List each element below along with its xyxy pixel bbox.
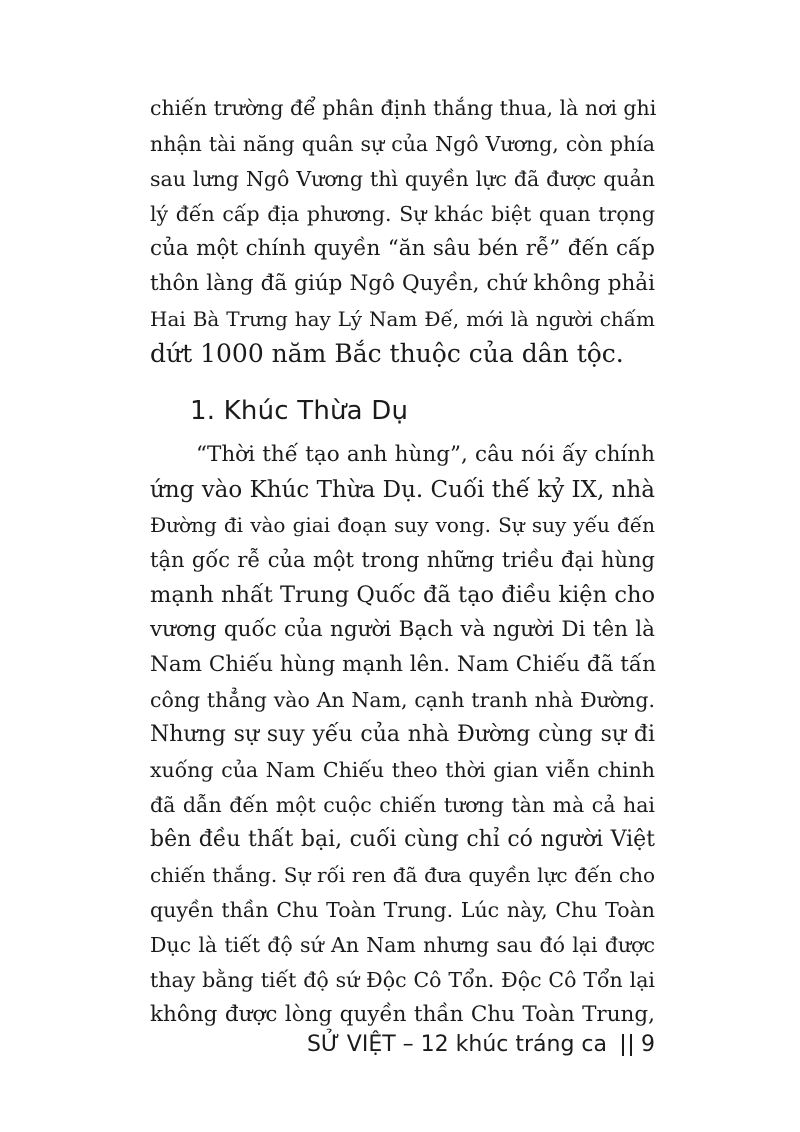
paragraph-line: mạnh nhất Trung Quốc đã tạo điều kiện cho	[150, 582, 655, 608]
paragraph-line: tận gốc rễ của một trong những triều đại hùng	[150, 548, 655, 572]
paragraph-line: đã dẫn đến một cuộc chiến tương tàn mà cả hai	[150, 793, 655, 817]
paragraph-line: Nam Chiếu hùng mạnh lên. Nam Chiếu đã tấn	[150, 652, 656, 677]
paragraph-line: vương quốc của người Bạch và người Di tên là	[150, 617, 655, 642]
footer-separator	[619, 1034, 635, 1056]
paragraph-line: ứng vào Khúc Thừa Dụ. Cuối thế kỷ IX, nhà	[150, 477, 655, 503]
paragraph-line: xuống của Nam Chiếu theo thời gian viễn chinh	[150, 758, 655, 782]
paragraph-line: bên đều thất bại, cuối cùng chỉ có người Việt	[150, 827, 655, 852]
paragraph-line: Hai Bà Trưng hay Lý Nam Đế, mới là người chấm	[150, 307, 655, 331]
paragraph-line: nhận tài năng quân sự của Ngô Vương, còn phía	[150, 132, 655, 156]
paragraph-line: dứt 1000 năm Bắc thuộc của dân tộc.	[150, 339, 624, 368]
paragraph-line: “Thời thế tạo anh hùng”, câu nói ấy chính	[196, 442, 655, 467]
section-heading: 1. Khúc Thừa Dụ	[190, 396, 409, 426]
paragraph-line: không được lòng quyền thần Chu Toàn Trung,	[150, 1002, 655, 1027]
paragraph-line: Dục là tiết độ sứ An Nam nhưng sau đó lại được	[150, 933, 655, 957]
paragraph-line: chiến thắng. Sự rối ren đã đưa quyền lực đến cho	[150, 863, 655, 887]
page-number: 9	[641, 1032, 655, 1057]
paragraph-line: thay bằng tiết độ sứ Độc Cô Tổn. Độc Cô Tổn lại	[150, 968, 655, 992]
paragraph-line: sau lưng Ngô Vương thì quyền lực đã được quản	[150, 167, 655, 191]
paragraph-line: lý đến cấp địa phương. Sự khác biệt quan trọng	[150, 202, 655, 226]
paragraph-line: Nhưng sự suy yếu của nhà Đường cùng sự đi	[150, 722, 655, 747]
paragraph-line: công thẳng vào An Nam, cạnh tranh nhà Đường.	[150, 688, 655, 712]
footer-book-title: SỬ VIỆT – 12 khúc tráng ca	[306, 1032, 607, 1057]
paragraph-line: quyền thần Chu Toàn Trung. Lúc này, Chu Toàn	[150, 898, 655, 922]
paragraph-line: thôn làng đã giúp Ngô Quyền, chứ không phải	[150, 271, 655, 296]
paragraph-line: của một chính quyền “ăn sâu bén rễ” đến cấp	[150, 236, 655, 261]
page-footer	[306, 1028, 655, 1062]
paragraph-line: Đường đi vào giai đoạn suy vong. Sự suy yếu đến	[150, 513, 655, 537]
paragraph-line: chiến trường để phân định thắng thua, là nơi ghi	[150, 96, 657, 120]
